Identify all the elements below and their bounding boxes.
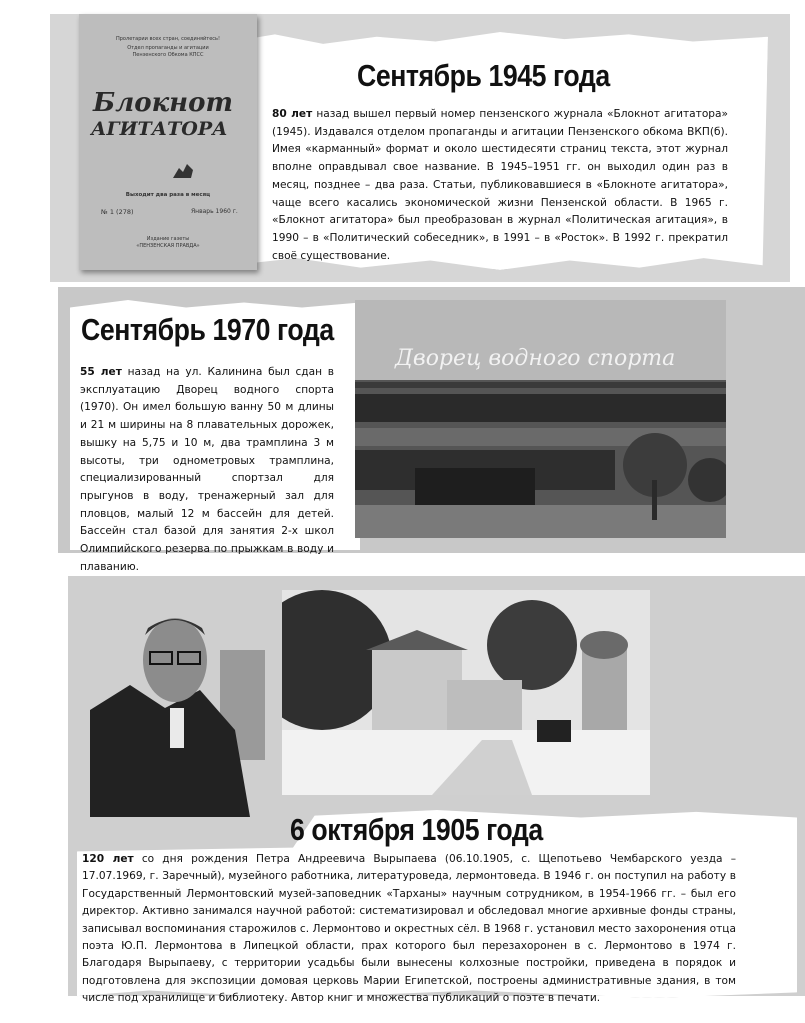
section3-text: [82, 851, 736, 1008]
section1-text: [272, 106, 728, 265]
cover-emblem-icon: [171, 160, 195, 180]
cover-publisher-line1: Отдел пропаганды и агитации: [127, 45, 209, 51]
manor-graphic: [282, 590, 650, 795]
cover-edition-line2: «ПЕНЗЕНСКАЯ ПРАВДА»: [136, 243, 200, 249]
cover-title-line1: Блокнот: [93, 88, 233, 118]
cover-slogan: Пролетарии всех стран, соединяйтесь!: [116, 36, 220, 42]
magazine-cover: [79, 14, 257, 270]
pool-building-photo: [355, 300, 726, 538]
section2-years: 55 лет: [80, 366, 122, 378]
portrait-graphic: [90, 590, 265, 817]
section1-years: 80 лет: [272, 108, 313, 120]
section2-body: назад на ул. Калинина был сдан в эксплуатацию Дворец водного спорта (1970). Он имел большую ванну 50 м длины и 21 м ширины на 8 плавательных дорожек, вышку на 5,75 и 10 м, два трамплина 3 м высоты, три однометровых трамплина, специализированный спортзал для прыгунов в воду, тренажерный зал для пловцов, малый 12 м бассейн для детей. Бассейн стал базой для занятия 2-х школ Олимпийского резерва по прыжкам в воду и плаванию.: [80, 366, 334, 573]
cover-date: Январь 1960 г.: [191, 208, 238, 215]
section3-years: 120 лет: [82, 853, 134, 865]
cover-frequency: Выходит два раза в месяц: [125, 192, 211, 198]
cover-issue: № 1 (278): [101, 208, 134, 216]
section2-text: [80, 364, 334, 576]
section1-title: Сентябрь 1945 года: [357, 58, 610, 93]
cover-title-line2: АГИТАТОРА: [91, 118, 228, 140]
section1-body: назад вышел первый номер пензенского журнала «Блокнот агитатора» (1945). Издавался отделом пропаганды и агитации Пензенского обкома ВКП(б). Имея «карманный» формат и около шестидесяти страниц текста, этот журнал вполне оправдывал свое название. В 1945–1951 гг. он выходил один раз в месяц, позднее – два раза. Статьи, публиковавшиеся в «Блокноте агитатора», чаще всего касались экономической жизни Пензенской области. В 1965 г. «Блокнот агитатора» был преобразован в журнал «Политическая агитация», в 1990 – в «Политический собеседник», в 1991 – в «Росток». В 1992 г. прекратил своё существование.: [272, 108, 728, 262]
section3-body: со дня рождения Петра Андреевича Вырыпаева (06.10.1905, с. Щепотьево Чембарского уезда – 17.07.1969, г. Заречный), музейного работника, литературоведа, лермонтоведа. В 1946 г. он поступил на работу в Государственный Лермонтовский музей-заповедник «Тарханы» научным сотрудником, в 1954-1966 гг. – был его директор. Активно занимался научной работой: систематизировал и обследовал многие архивные фонды страны, записывал воспоминания старожилов с. Лермонтово и окрестных сёл. В 1968 г. установил место захоронения отца поэта Ю.П. Лермонтова в Липецкой области, прах которого был перезахоронен в с. Лермонтово в 1974 г. Благодаря Вырыпаеву, с территории усадьбы были вынесены колхозные постройки, приведена в порядок и подготовлена для экспозиции домовая церковь Марии Египетской, построены административные здания, в том числе под хранилище и библиотеку. Автор книг и множества публикаций о поэте в печати.: [82, 853, 737, 1005]
portrait-photo: [90, 590, 265, 817]
manor-photo: [282, 590, 650, 795]
section3-title: 6 октября 1905 года: [290, 812, 543, 847]
cover-edition-line1: Издание газеты: [146, 236, 190, 242]
cover-publisher-line2: Пензенского Обкома КПСС: [132, 52, 204, 58]
pool-facade-sign: Дворец водного спорта: [395, 346, 676, 371]
section2-title: Сентябрь 1970 года: [81, 312, 334, 347]
pool-photo-graphic: [355, 300, 726, 538]
